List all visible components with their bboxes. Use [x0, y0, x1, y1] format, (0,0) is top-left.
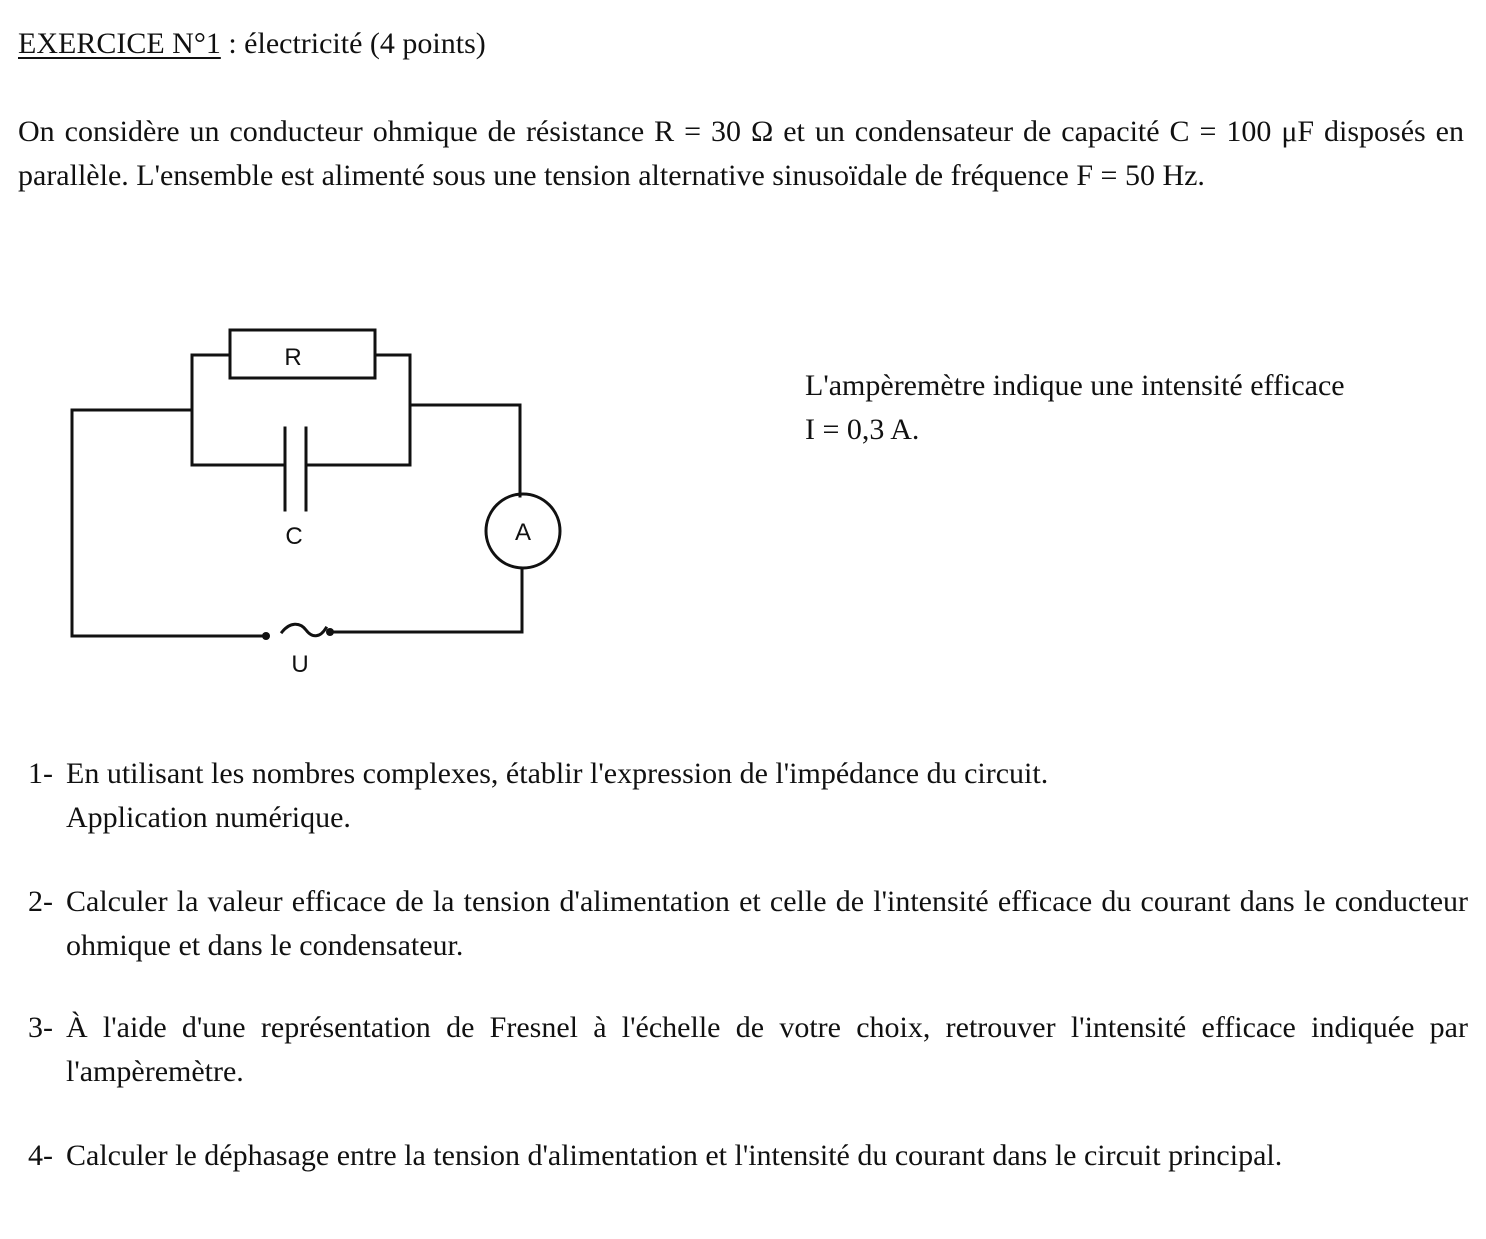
ammeter-note-line-1: L'ampèremètre indique une intensité efficace: [805, 369, 1345, 402]
ammeter-label: A: [514, 519, 532, 546]
circuit-diagram: [0, 300, 700, 700]
question-text: Calculer le déphasage entre la tension d'alimentation et l'intensité du courant dans le circuit principal.: [66, 1139, 1283, 1172]
right-wire: [330, 568, 522, 632]
left-wire: [72, 410, 264, 636]
question-3: [28, 1006, 1468, 1094]
question-number: 1-: [28, 757, 53, 790]
ammeter-reading-note: [805, 364, 1465, 452]
question-text: À l'aide d'une représentation de Fresnel à l'échelle de votre choix, retrouver l'intensité efficace indiquée par l'ampèremètre.: [66, 1011, 1468, 1088]
question-number: 2-: [28, 885, 53, 918]
question-1: [28, 752, 1468, 840]
problem-statement: On considère un conducteur ohmique de résistance R = 30 Ω et un condensateur de capacité C = 100 μF disposés en parallèle. L'ensemble est alimenté sous une tension alternative sinusoïdale de fréquence F = 50 Hz.: [18, 115, 1464, 192]
capacitor-label: C: [285, 523, 303, 550]
exercise-subject: : électricité (4 points): [220, 27, 486, 60]
question-text: Calculer la valeur efficace de la tension d'alimentation et celle de l'intensité efficace du courant dans le conducteur ohmique et dans le condensateur.: [66, 885, 1468, 962]
source-terminal-right: [326, 628, 334, 636]
resistor-symbol: [230, 330, 375, 378]
ammeter-note-line-2: I = 0,3 A.: [805, 413, 920, 446]
source-label: U: [291, 651, 309, 678]
question-text: En utilisant les nombres complexes, établir l'expression de l'impédance du circuit.: [66, 757, 1049, 790]
resistor-label: R: [284, 344, 302, 371]
exercise-label: EXERCICE N°1: [18, 27, 221, 60]
question-text-continuation: Application numérique.: [66, 801, 351, 834]
question-number: 3-: [28, 1011, 53, 1044]
source-terminal-left: [262, 632, 270, 640]
question-4: [28, 1134, 1468, 1178]
question-number: 4-: [28, 1139, 53, 1172]
exercise-title: [18, 24, 486, 64]
ac-source-symbol: [282, 624, 326, 636]
question-2: [28, 880, 1468, 968]
